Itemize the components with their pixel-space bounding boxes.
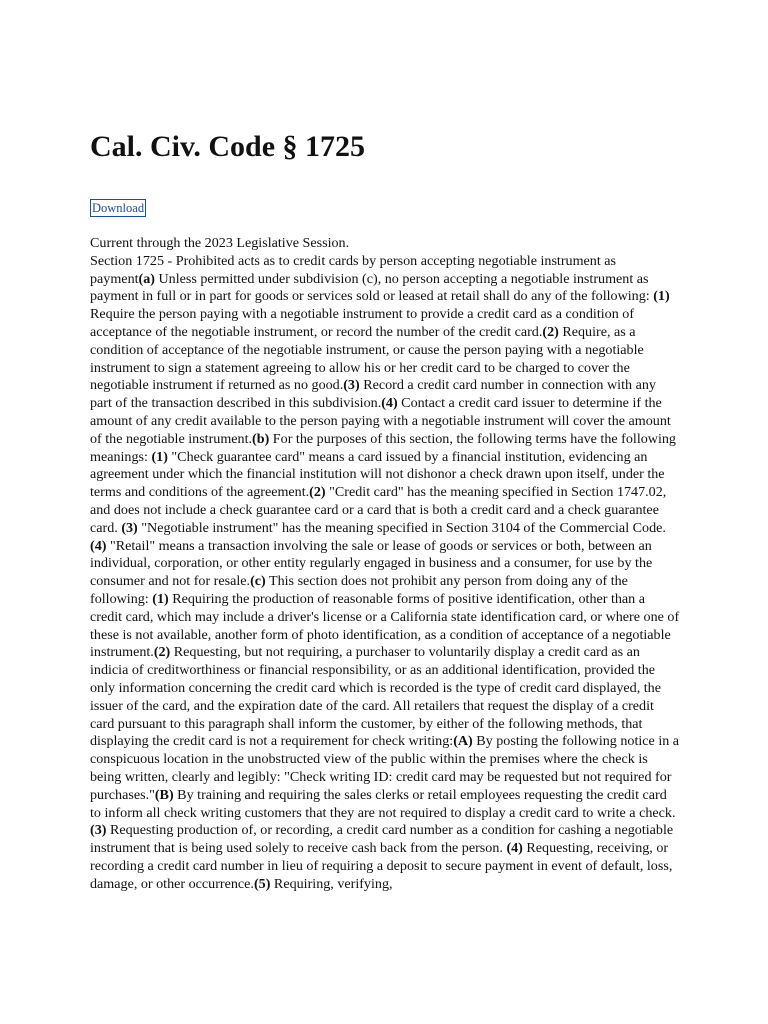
subdivision-text: Unless permitted under subdivision (c), no person accepting a negotiable instrument as payment in full or in part for goods or services sold or leased at retail shall do any of the following: [90, 270, 654, 305]
subdivision-text: For the purposes of this section, the following terms have the following meanings: [90, 430, 676, 465]
subdivision-label: (c) [250, 573, 266, 590]
subdivision-label: (2) [542, 323, 559, 340]
subdivision-text: This section does not prohibit any person from doing any of the following: [90, 573, 628, 607]
subdivision-text: Require the person paying with a negotiable instrument to provide a credit card as a condition of acceptance of the negotiable instrument, or record the number of the credit card. [90, 306, 635, 340]
currency-note: Current through the 2023 Legislative Session. [90, 235, 350, 251]
subdivision-text: Contact a credit card issuer to determine if the amount of any credit available to the person paying with a negotiable instrument will cover the amount of the negotiable instrument. [90, 395, 671, 447]
subdivision-text: Requesting, receiving, or recording a credit card number in lieu of requiring a deposit to secure payment in event of default, loss, damage, or other occurrence. [90, 840, 673, 892]
subdivision-label: (4) [381, 395, 398, 412]
subdivision-text: Requesting, but not requiring, a purchaser to voluntarily display a credit card as an indicia of creditworthiness or financial responsibility, or as an additional identification, provided the only information concerning the credit card which is recorded is the type of credit card displayed, the issuer of the card, and the expiration date of the card. All retailers that request the display of a credit card pursuant to this paragraph shall inform the customer, by either of the following methods, that displaying the credit card is not a requirement for check writing: [90, 644, 661, 750]
subdivision-text: By training and requiring the sales clerks or retail employees requesting the credit card to inform all check writing customers that they are not required to display a credit card to write a check. [90, 786, 676, 821]
section-heading: Section 1725 - Prohibited acts as to credit cards by person accepting negotiable instrument as payment [90, 252, 617, 287]
subdivision-text: "Retail" means a transaction involving the sale or lease of goods or services or both, between an individual, corporation, or other entity regularly engaged in business and a consumer, for use by the consumer and not for resale. [90, 537, 653, 590]
subdivision-label: (3) [343, 377, 360, 394]
subdivision-label: (1) [152, 590, 169, 607]
page-title: Cal. Civ. Code § 1725 [90, 130, 366, 163]
subdivision-label: (A) [453, 733, 473, 750]
subdivision-label: (3) [121, 519, 138, 536]
subdivision-text: Record a credit card number in connection with any part of the transaction described in this subdivision. [90, 377, 656, 412]
statute-body [90, 235, 680, 893]
statute-segments [90, 271, 679, 892]
subdivision-label: (2) [153, 644, 171, 661]
download-button[interactable]: Download [92, 201, 145, 215]
subdivision-text: Requiring, verifying, [270, 875, 393, 892]
subdivision-label: (4) [506, 840, 523, 857]
subdivision-label: (1) [151, 448, 168, 465]
subdivision-label: (4) [90, 537, 107, 554]
subdivision-label: (2) [309, 484, 326, 501]
subdivision-text: Requesting production of, or recording, a credit card number as a condition for cashing a negotiable instrument that is being used solely to receive cash back from the person. [90, 822, 674, 857]
subdivision-label: (3) [90, 822, 107, 839]
subdivision-text: Requiring the production of reasonable forms of positive identification, other than a credit card, which may include a driver's license or a California state identification card, or where one of these is not available, another form of photo identification, as a condition of acceptance of a negotiable instrument. [90, 590, 680, 661]
subdivision-text: "Negotiable instrument" has the meaning specified in Section 3104 of the Commercial Code. [137, 519, 666, 536]
subdivision-label: (a) [138, 270, 155, 287]
subdivision-label: (1) [653, 288, 670, 305]
subdivision-text: "Check guarantee card" means a card issued by a financial institution, evidencing an agreement under which the financial institution will not dishonor a check drawn upon itself, under the terms and conditions of the agreement. [90, 448, 665, 501]
statute-text [90, 253, 680, 894]
subdivision-label: (B) [154, 786, 174, 803]
subdivision-text: By posting the following notice in a conspicuous location in the unobstructed view of the public within the premises where the check is being written, clearly and legibly: "Check writing ID: credit card may be requested but not required for purchases." [90, 733, 680, 803]
subdivision-text: Require, as a condition of acceptance of the negotiable instrument, or cause the person paying with a negotiable instrument to sign a statement agreeing to allow his or her credit card to be charged to cover the negotiable instrument if returned as no good. [90, 323, 644, 394]
subdivision-text: "Credit card" has the meaning specified in Section 1747.02, and does not include a check guarantee card or a card that is both a credit card and a check guarantee card. [90, 484, 667, 536]
subdivision-label: (b) [252, 430, 270, 447]
subdivision-label: (5) [253, 875, 271, 892]
